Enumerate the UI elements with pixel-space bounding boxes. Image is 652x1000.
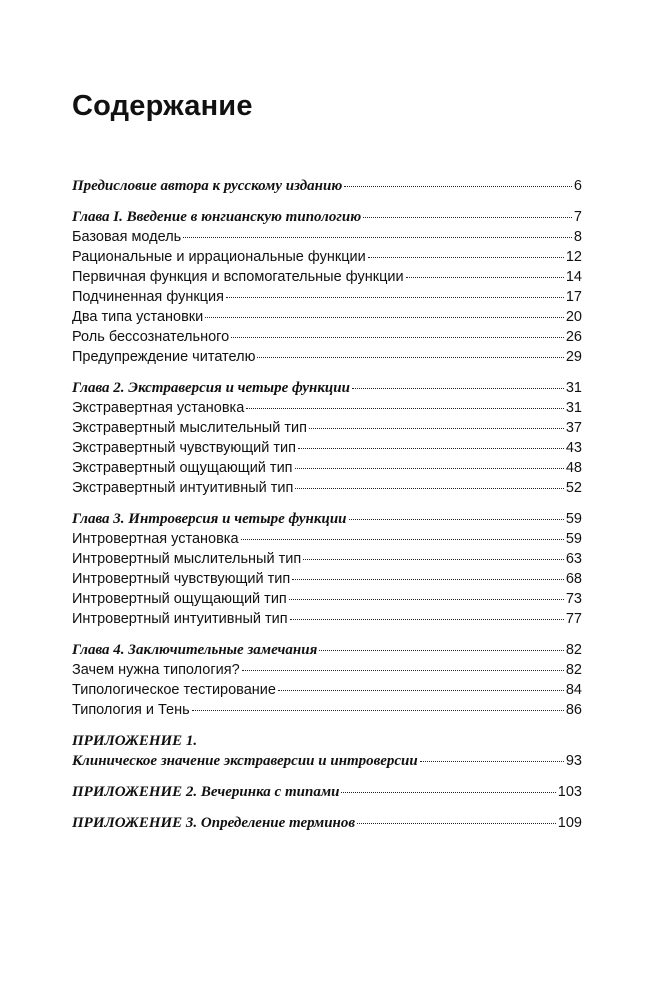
toc-entry-title: Интровертный ощущающий тип: [72, 591, 287, 607]
dot-leader: [341, 792, 555, 793]
toc-chapter-heading[interactable]: [72, 378, 582, 398]
toc-entry-title: Два типа установки: [72, 309, 204, 325]
toc-page-number: 82: [565, 642, 582, 658]
toc-page-number: 8: [573, 229, 582, 245]
toc-page-number: 86: [565, 702, 582, 718]
toc-entry-title: Экстравертный интуитивный тип: [72, 480, 294, 496]
dot-leader: [290, 619, 564, 620]
toc-chapter-heading[interactable]: [72, 207, 582, 227]
dot-leader: [298, 448, 564, 449]
toc-entry-title: Первичная функция и вспомогательные функции: [72, 269, 404, 285]
toc-page-number: 17: [565, 289, 582, 305]
toc-page-number: 59: [565, 531, 582, 547]
dot-leader: [303, 559, 564, 560]
dot-leader: [241, 539, 564, 540]
toc-page-number: 12: [565, 249, 582, 265]
toc-entry-title: Интровертный мыслительный тип: [72, 551, 302, 567]
toc-page-number: 7: [573, 209, 582, 225]
toc-page-number: 43: [565, 440, 582, 456]
toc-entry[interactable]: [72, 347, 582, 367]
toc-entry[interactable]: [72, 700, 582, 720]
toc-entry[interactable]: [72, 247, 582, 267]
toc-entry-title: ПРИЛОЖЕНИЕ 3. Определение терминов: [72, 815, 356, 831]
toc-entry[interactable]: [72, 458, 582, 478]
toc-page-number: 77: [565, 611, 582, 627]
toc-entry-title: Экстравертный мыслительный тип: [72, 420, 307, 436]
dot-leader: [406, 277, 564, 278]
dot-leader: [363, 217, 572, 218]
toc-entry[interactable]: [72, 609, 582, 629]
toc-page-number: 84: [565, 682, 582, 698]
dot-leader: [357, 823, 556, 824]
toc-page-number: 103: [557, 784, 582, 800]
toc-chapter-heading[interactable]: [72, 640, 582, 660]
dot-leader: [289, 599, 564, 600]
toc-entry-title: Клиническое значение экстраверсии и интроверсии: [72, 753, 418, 769]
toc-entry-appendix-1[interactable]: [72, 751, 582, 771]
dot-leader: [292, 579, 564, 580]
dot-leader: [278, 690, 564, 691]
dot-leader: [257, 357, 563, 358]
toc-entry-title: Типология и Тень: [72, 702, 190, 718]
toc-page-number: 59: [565, 511, 582, 527]
toc-entry-title: Типологическое тестирование: [72, 682, 276, 698]
toc-chapter-heading[interactable]: [72, 509, 582, 529]
toc-page-number: 93: [565, 753, 582, 769]
toc-page-number: 48: [565, 460, 582, 476]
toc-entry[interactable]: [72, 307, 582, 327]
toc-entry[interactable]: [72, 327, 582, 347]
toc-page-number: 82: [565, 662, 582, 678]
dot-leader: [349, 519, 564, 520]
toc-group-chapter-4: [72, 640, 582, 720]
toc-group-chapter-1: [72, 207, 582, 367]
toc-entry-appendix-3[interactable]: [72, 813, 582, 833]
dot-leader: [242, 670, 564, 671]
appendix-label: ПРИЛОЖЕНИЕ 1.: [72, 733, 198, 749]
toc-group-appendix-1: [72, 731, 582, 771]
dot-leader: [319, 650, 564, 651]
toc-entry[interactable]: [72, 680, 582, 700]
dot-leader: [192, 710, 564, 711]
toc-page-number: 14: [565, 269, 582, 285]
toc-page-number: 37: [565, 420, 582, 436]
dot-leader: [295, 468, 564, 469]
toc-entry[interactable]: [72, 267, 582, 287]
toc-entry[interactable]: [72, 529, 582, 549]
toc-entry[interactable]: [72, 569, 582, 589]
toc-entry[interactable]: [72, 398, 582, 418]
toc-entry-title: Глава 2. Экстраверсия и четыре функции: [72, 380, 350, 396]
page-title: Содержание: [72, 90, 253, 122]
toc-entry-title: Глава 3. Интроверсия и четыре функции: [72, 511, 347, 527]
dot-leader: [368, 257, 564, 258]
toc-entry-title: Роль бессознательного: [72, 329, 230, 345]
toc-entry[interactable]: [72, 589, 582, 609]
toc-page-number: 31: [565, 380, 582, 396]
toc-page-number: 68: [565, 571, 582, 587]
dot-leader: [231, 337, 564, 338]
toc-entry-preface[interactable]: [72, 176, 582, 196]
toc-entry-title: Рациональные и иррациональные функции: [72, 249, 366, 265]
toc-entry-title: Экстравертный чувствующий тип: [72, 440, 296, 456]
toc-group-chapter-2: [72, 378, 582, 498]
toc-entry[interactable]: [72, 287, 582, 307]
toc-entry[interactable]: [72, 227, 582, 247]
toc-entry-title: Предисловие автора к русскому изданию: [72, 178, 343, 194]
toc-group-appendix-2: [72, 782, 582, 802]
toc-entry[interactable]: [72, 660, 582, 680]
toc-entry[interactable]: [72, 438, 582, 458]
toc-entry-title: Предупреждение читателю: [72, 349, 256, 365]
toc-page-number: 6: [573, 178, 582, 194]
toc-entry-title: Глава I. Введение в юнгианскую типологию: [72, 209, 362, 225]
dot-leader: [420, 761, 564, 762]
toc-page-number: 109: [557, 815, 582, 831]
toc-page-number: 52: [565, 480, 582, 496]
dot-leader: [226, 297, 564, 298]
dot-leader: [352, 388, 564, 389]
table-of-contents: [72, 176, 582, 833]
toc-entry-title: Интровертный интуитивный тип: [72, 611, 288, 627]
toc-group-preface: [72, 176, 582, 196]
toc-entry-title: Базовая модель: [72, 229, 182, 245]
toc-entry-title: Экстравертный ощущающий тип: [72, 460, 293, 476]
toc-entry-title: Интровертный чувствующий тип: [72, 571, 291, 587]
toc-page-number: 31: [565, 400, 582, 416]
toc-entry-appendix-2[interactable]: [72, 782, 582, 802]
toc-entry-title: Интровертная установка: [72, 531, 239, 547]
dot-leader: [344, 186, 572, 187]
toc-entry[interactable]: [72, 549, 582, 569]
toc-entry-title: ПРИЛОЖЕНИЕ 2. Вечеринка с типами: [72, 784, 340, 800]
dot-leader: [246, 408, 564, 409]
toc-page-number: 63: [565, 551, 582, 567]
toc-entry-title: Глава 4. Заключительные замечания: [72, 642, 318, 658]
toc-page-number: 26: [565, 329, 582, 345]
dot-leader: [309, 428, 564, 429]
dot-leader: [183, 237, 572, 238]
toc-entry-title: Экстравертная установка: [72, 400, 245, 416]
toc-group-appendix-3: [72, 813, 582, 833]
dot-leader: [205, 317, 564, 318]
toc-entry[interactable]: [72, 478, 582, 498]
toc-page-number: 20: [565, 309, 582, 325]
dot-leader: [295, 488, 564, 489]
toc-entry-title: Зачем нужна типология?: [72, 662, 240, 678]
toc-page-number: 73: [565, 591, 582, 607]
toc-entry-title: Подчиненная функция: [72, 289, 224, 305]
toc-page-number: 29: [565, 349, 582, 365]
toc-group-chapter-3: [72, 509, 582, 629]
toc-entry[interactable]: [72, 418, 582, 438]
